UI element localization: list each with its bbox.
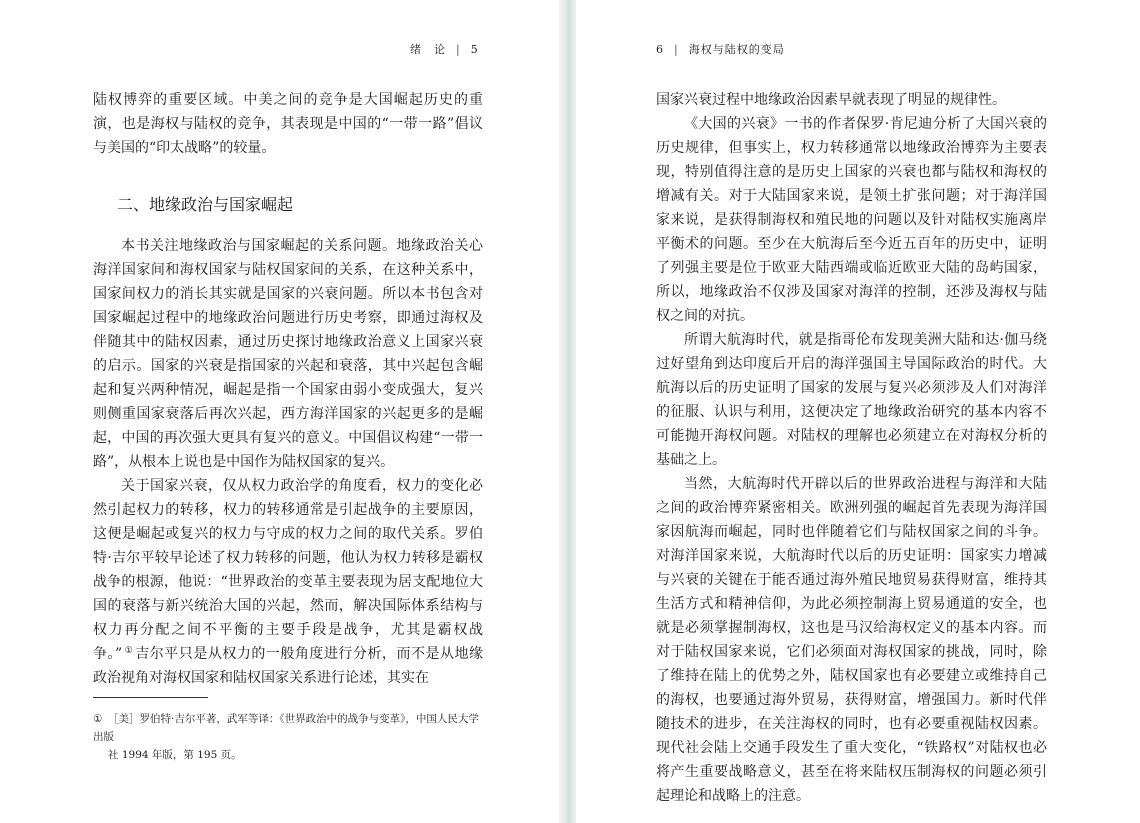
paragraph: 陆权博弈的重要区域。中美之间的竞争是大国崛起历史的重演，也是海权与陆权的竞争，其表现是中国的“一带一路”倡议与美国的“印太战略”的较量。 — [93, 92, 483, 156]
page-header — [656, 41, 785, 57]
footnote-line: ［美］罗伯特·吉尔平著，武军等译：《世界政治中的战争与变革》，中国人民大学出版 — [93, 713, 479, 743]
paragraph: 本书关注地缘政治与国家崛起的关系问题。地缘政治关心海洋国家间和海权国家与陆权国家间的关系，在这种关系中，国家间权力的消长其实就是国家的兴衰问题。所以本书包含对国家崛起过程中的地缘政治问题进行历史考察，即通过海权及伴随其中的陆权因素，通过历史探讨地缘政治意义上国家兴衰的启示。国家的兴衰是指国家的兴起和衰落，其中兴起包含崛起和复兴两种情况，崛起是指一个国家由弱小变成强大，复兴则侧重国家衰落后再次兴起，西方海洋国家的兴起更多的是崛起，中国的再次强大更具有复兴的意义。中国倡议构建“一带一路”，从根本上说也是中国作为陆权国家的复兴。 — [93, 238, 483, 470]
page-header — [410, 41, 479, 57]
footnote-line: 社 1994 年版，第 195 页。 — [108, 749, 242, 761]
page-body — [93, 88, 483, 690]
paragraph-text: 吉尔平只是从权力的一般角度进行分析，而不是从地缘政治视角对海权国家和陆权国家关系进行论述，其实在 — [93, 646, 483, 686]
paragraph: 所谓大航海时代，就是指哥伦布发现美洲大陆和达·伽马绕过好望角到达印度后开启的海洋强国主导国际政治的时代。大航海以后的历史证明了国家的发展与复兴必须涉及人们对海洋的征服、认识与利用，这便决定了地缘政治研究的基本内容不可能抛开海权问题。对陆权的理解也必须建立在对海权分析的基础之上。 — [656, 332, 1047, 468]
paragraph: 国家兴衰过程中地缘政治因素早就表现了明显的规律性。 — [656, 92, 1006, 108]
paragraph — [93, 474, 483, 690]
paragraph: 《大国的兴衰》一书的作者保罗·肯尼迪分析了大国兴衰的历史规律，但事实上，权力转移通常以地缘政治博弈为主要表现，特别值得注意的是历史上国家的兴衰也都与陆权和海权的增减有关。对于大陆国家来说，是领土扩张问题；对于海洋国家来说，是获得制海权和殖民地的问题以及针对陆权实施离岸平衡术的问题。至少在大航海后至今近五百年的历史中，证明了列强主要是位于欧亚大陆西端或临近欧亚大陆的岛屿国家，所以，地缘政治不仅涉及国家对海洋的控制，还涉及海权与陆权之间的对抗。 — [656, 116, 1047, 324]
footnote — [93, 710, 485, 764]
footnote-divider — [93, 697, 208, 698]
left-page — [0, 0, 559, 823]
header-separator: | — [674, 43, 679, 56]
footnote-mark: ① — [93, 713, 103, 725]
page-body — [656, 88, 1047, 808]
header-separator: | — [456, 43, 461, 56]
paragraph-text: 关于国家兴衰，仅从权力政治学的角度看，权力的变化必然引起权力的转移，权力的转移通常是引起战争的主要原因，这便是崛起或复兴的权力与守成的权力之间的取代关系。罗伯特·吉尔平较早论述了权力转移的问题，他认为权力转移是霸权战争的根源，他说：“世界政治的变革主要表现为居支配地位大国的衰落与新兴统治大国的兴起，然而，解决国际体系结构与权力再分配之间不平衡的主要手段是战争，尤其是霸权战争。” — [93, 478, 483, 662]
section-heading: 二、地缘政治与国家崛起 — [117, 195, 294, 214]
footnote-reference[interactable]: ① — [124, 646, 134, 656]
paragraph: 当然，大航海时代开辟以后的世界政治进程与海洋和大陆之间的政治博弈紧密相关。欧洲列强的崛起首先表现为海洋国家因航海而崛起，同时也伴随着它们与陆权国家之间的斗争。对海洋国家来说，大航海时代以后的历史证明：国家实力增减与兴衰的关键在于能否通过海外殖民地贸易获得财富，维持其生活方式和精神信仰，为此必须控制海上贸易通道的安全，也就是必须掌握制海权，这也是马汉给海权定义的基本内容。而对于陆权国家来说，它们必须面对海权国家的挑战，同时，除了维持在陆上的优势之外，陆权国家也有必要建立或维持自己的海权，也要通过海外贸易，获得财富，增强国力。新时代伴随技术的进步，在关注海权的同时，也有必要重视陆权因素。现代社会陆上交通手段发生了重大变化，“铁路权”对陆权也必将产生重要战略意义，甚至在将来陆权压制海权的问题必须引起理论和战略上的注意。 — [656, 476, 1047, 804]
book-gutter — [559, 0, 576, 823]
page-number: 6 — [656, 43, 664, 56]
chapter-title: 绪 论 — [410, 43, 446, 56]
right-page — [576, 0, 1140, 823]
page-number: 5 — [470, 43, 479, 56]
book-title: 海权与陆权的变局 — [688, 43, 785, 56]
